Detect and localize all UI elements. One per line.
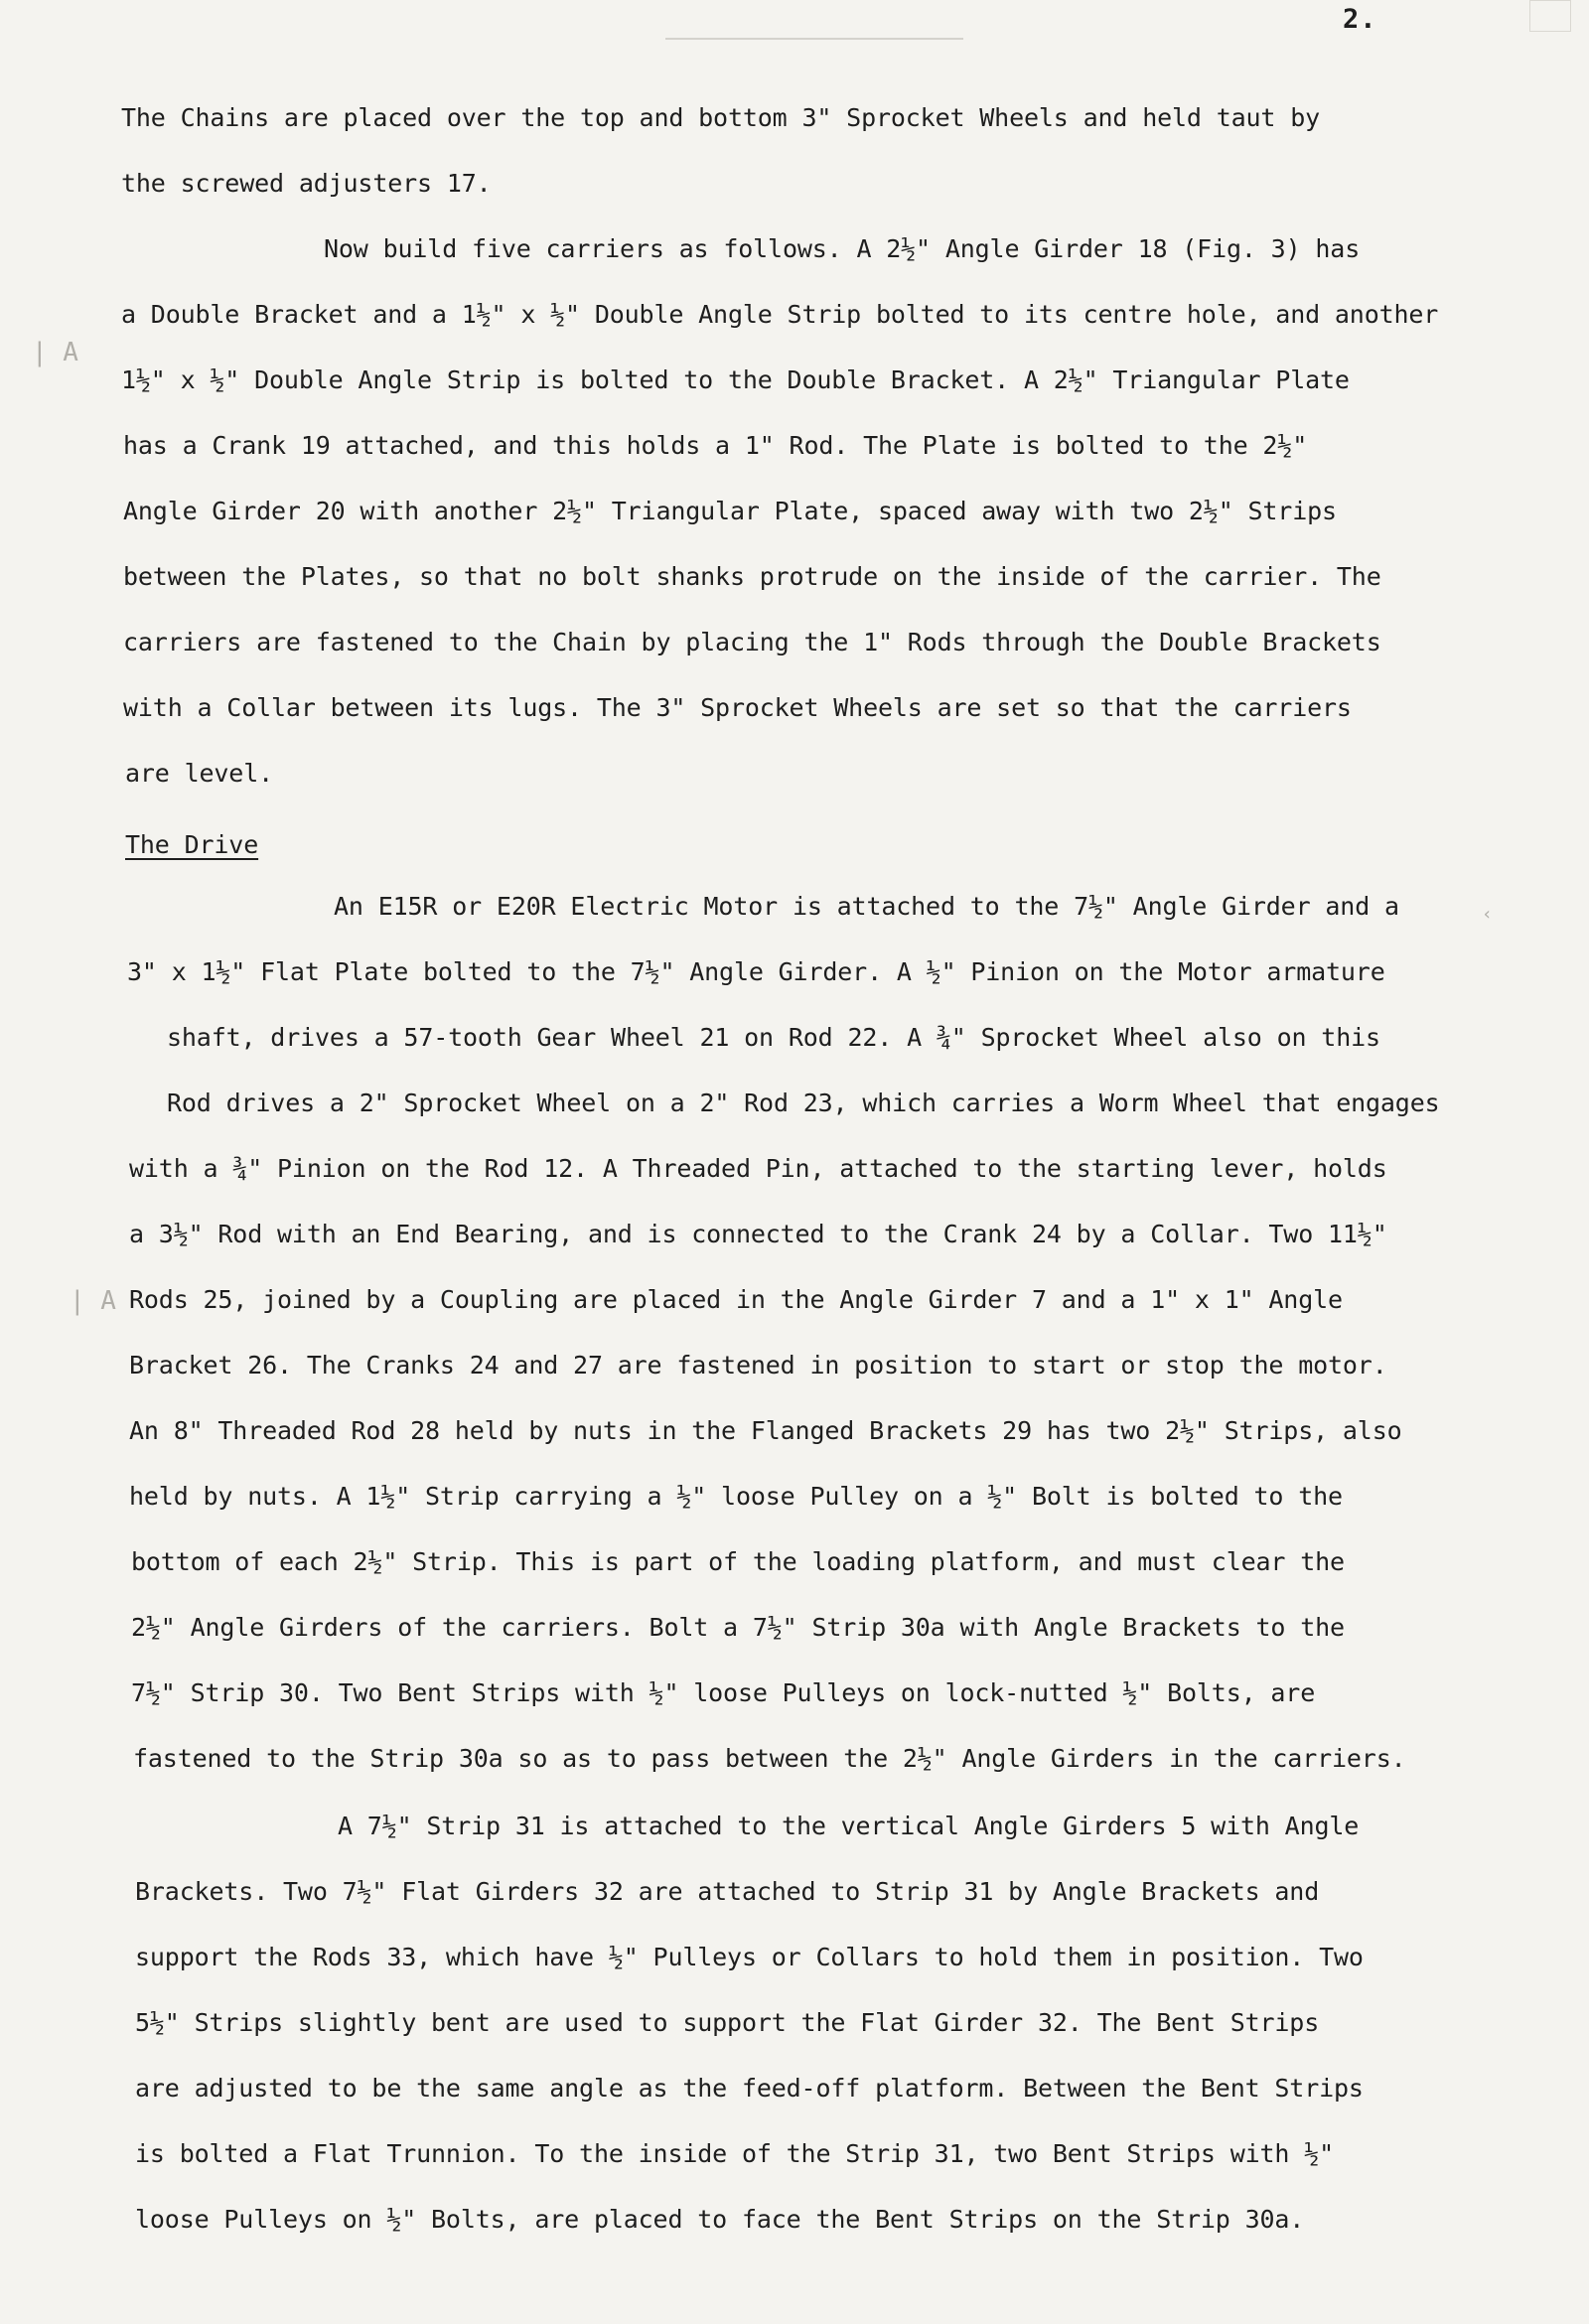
text-line: bottom of each 2½" Strip. This is part of the loading platform, and must clear the	[131, 1547, 1345, 1576]
text-line: Bracket 26. The Cranks 24 and 27 are fastened in position to start or stop the motor.	[129, 1351, 1387, 1380]
margin-mark-2: | A	[70, 1286, 116, 1316]
text-line: 2½" Angle Girders of the carriers. Bolt a 7½" Strip 30a with Angle Brackets to the	[131, 1613, 1345, 1642]
text-line: with a Collar between its lugs. The 3" Sprocket Wheels are set so that the carriers	[123, 693, 1352, 722]
text-line: with a ¾" Pinion on the Rod 12. A Threaded Pin, attached to the starting lever, holds	[129, 1154, 1387, 1183]
text-line: 5½" Strips slightly bent are used to support the Flat Girder 32. The Bent Strips	[135, 2008, 1320, 2037]
text-line: has a Crank 19 attached, and this holds a 1" Rod. The Plate is bolted to the 2½"	[123, 431, 1308, 460]
text-line: a Double Bracket and a 1½" x ½" Double Angle Strip bolted to its centre hole, and another	[121, 300, 1439, 329]
text-line: are adjusted to be the same angle as the feed-off platform. Between the Bent Strips	[135, 2074, 1364, 2103]
text-line: between the Plates, so that no bolt shanks protrude on the inside of the carrier. The	[123, 562, 1381, 591]
text-line: the screwed adjusters 17.	[121, 169, 492, 198]
text-line: An E15R or E20R Electric Motor is attached to the 7½" Angle Girder and a	[334, 892, 1399, 921]
text-line: 7½" Strip 30. Two Bent Strips with ½" loose Pulleys on lock-nutted ½" Bolts, are	[131, 1678, 1316, 1707]
text-line: A 7½" Strip 31 is attached to the vertical Angle Girders 5 with Angle	[338, 1812, 1360, 1840]
margin-mark-3: ‹	[1482, 904, 1493, 925]
text-line: Brackets. Two 7½" Flat Girders 32 are attached to Strip 31 by Angle Brackets and	[135, 1877, 1320, 1906]
text-line: The Chains are placed over the top and bottom 3" Sprocket Wheels and held taut by	[121, 103, 1321, 132]
text-line: held by nuts. A 1½" Strip carrying a ½" loose Pulley on a ½" Bolt is bolted to the	[129, 1482, 1343, 1511]
text-line: shaft, drives a 57-tooth Gear Wheel 21 on Rod 22. A ¾" Sprocket Wheel also on this	[167, 1023, 1380, 1052]
text-line: 1½" x ½" Double Angle Strip is bolted to the Double Bracket. A 2½" Triangular Plate	[121, 365, 1350, 394]
text-line: loose Pulleys on ½" Bolts, are placed to face the Bent Strips on the Strip 30a.	[135, 2205, 1305, 2234]
text-line: An 8" Threaded Rod 28 held by nuts in the Flanged Brackets 29 has two 2½" Strips, also	[129, 1416, 1402, 1445]
text-line: are level.	[125, 759, 274, 788]
text-line: a 3½" Rod with an End Bearing, and is connected to the Crank 24 by a Collar. Two 11½"	[129, 1220, 1387, 1248]
text-line: support the Rods 33, which have ½" Pulleys or Collars to hold them in position. Two	[135, 1943, 1364, 1971]
section-heading: The Drive	[125, 830, 259, 859]
text-line: fastened to the Strip 30a so as to pass between the 2½" Angle Girders in the carriers.	[133, 1744, 1406, 1773]
text-line: Angle Girder 20 with another 2½" Triangular Plate, spaced away with two 2½" Strips	[123, 497, 1337, 525]
text-line: Rods 25, joined by a Coupling are placed in the Angle Girder 7 and a 1" x 1" Angle	[129, 1285, 1343, 1314]
page-number: 2.	[1343, 4, 1377, 35]
text-line: 3" x 1½" Flat Plate bolted to the 7½" Angle Girder. A ½" Pinion on the Motor armature	[127, 957, 1385, 986]
text-line: Rod drives a 2" Sprocket Wheel on a 2" Rod 23, which carries a Worm Wheel that engages	[167, 1089, 1440, 1117]
margin-mark-1: | A	[32, 338, 78, 367]
text-line: is bolted a Flat Trunnion. To the inside of the Strip 31, two Bent Strips with ½"	[135, 2139, 1335, 2168]
text-line: carriers are fastened to the Chain by placing the 1" Rods through the Double Brackets	[123, 628, 1381, 656]
text-line: Now build five carriers as follows. A 2½" Angle Girder 18 (Fig. 3) has	[324, 234, 1361, 263]
